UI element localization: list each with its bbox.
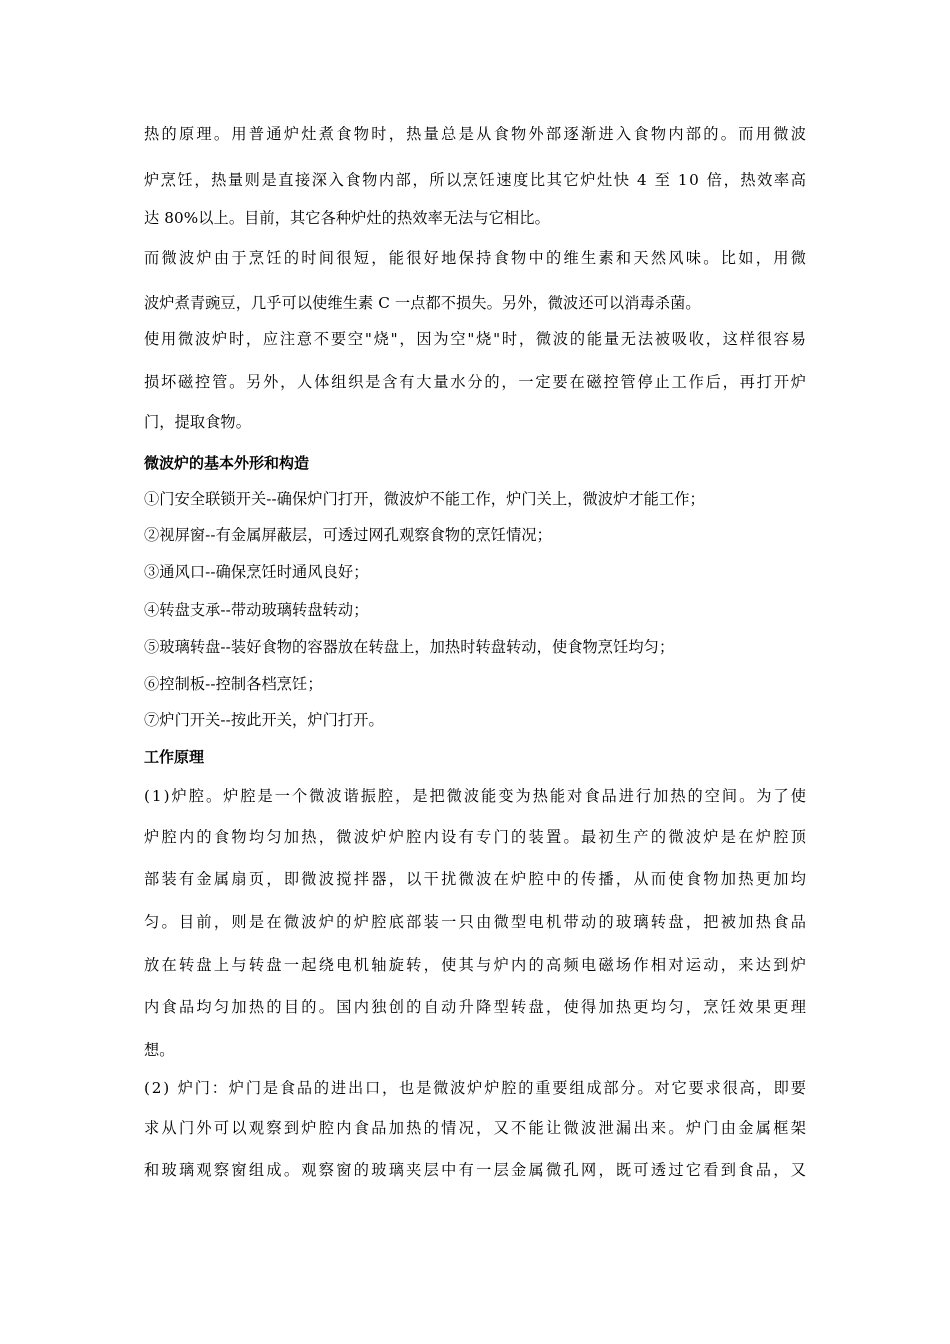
list-item: ⑥控制板--控制各档烹饪； (144, 675, 323, 693)
text-line: 波炉煮青豌豆，几乎可以使维生素 C 一点都不损失。另外，微波还可以消毒杀菌。 (144, 294, 701, 312)
list-item: ⑤玻璃转盘--装好食物的容器放在转盘上，加热时转盘转动，使食物烹饪均匀； (144, 638, 675, 656)
list-item: ③通风口--确保烹饪时通风良好； (144, 563, 369, 581)
section-heading-structure: 微波炉的基本外形和构造 (144, 454, 310, 472)
text-line: (2) 炉门：炉门是食品的进出口，也是微波炉炉腔的重要组成部分。对它要求很高，即要 (144, 1079, 808, 1097)
text-line: 想。 (144, 1041, 175, 1059)
list-item: ②视屏窗--有金属屏蔽层，可透过网孔观察食物的烹饪情况； (144, 526, 552, 544)
text-line: 热的原理。用普通炉灶煮食物时，热量总是从食物外部逐渐进入食物内部的。而用微波 (144, 125, 809, 143)
list-item: ①门安全联锁开关--确保炉门打开，微波炉不能工作，炉门关上，微波炉才能工作； (144, 490, 705, 508)
text-line: 部装有金属扇页，即微波搅拌器，以干扰微波在炉腔中的传播，从而使食物加热更加均 (144, 870, 809, 888)
text-line: 炉腔内的食物均匀加热，微波炉炉腔内设有专门的装置。最初生产的微波炉是在炉腔顶 (144, 828, 809, 846)
text-line: 达 80%以上。目前，其它各种炉灶的热效率无法与它相比。 (144, 209, 550, 227)
section-heading-principle: 工作原理 (144, 748, 205, 766)
text-line: (1)炉腔。炉腔是一个微波谐振腔，是把微波能变为热能对食品进行加热的空间。为了使 (144, 787, 808, 805)
text-line: 炉烹饪，热量则是直接深入食物内部，所以烹饪速度比其它炉灶快 4 至 10 倍，热效率高 (144, 171, 808, 189)
list-item: ⑦炉门开关--按此开关，炉门打开。 (144, 711, 384, 729)
text-line: 匀。目前，则是在微波炉的炉腔底部装一只由微型电机带动的玻璃转盘，把被加热食品 (144, 913, 809, 931)
list-item: ④转盘支承--带动玻璃转盘转动； (144, 601, 369, 619)
text-line: 而微波炉由于烹饪的时间很短，能很好地保持食物中的维生素和天然风味。比如，用微 (144, 249, 809, 267)
text-line: 损坏磁控管。另外，人体组织是含有大量水分的，一定要在磁控管停止工作后，再打开炉 (144, 373, 808, 391)
text-line: 和玻璃观察窗组成。观察窗的玻璃夹层中有一层金属微孔网，既可透过它看到食品，又 (144, 1161, 809, 1179)
text-line: 内食品均匀加热的目的。国内独创的自动升降型转盘，使得加热更均匀，烹饪效果更理 (144, 998, 809, 1016)
text-line: 使用微波炉时，应注意不要空"烧"，因为空"烧"时，微波的能量无法被吸收，这样很容易 (144, 330, 808, 348)
text-line: 求从门外可以观察到炉腔内食品加热的情况，又不能让微波泄漏出来。炉门由金属框架 (144, 1119, 809, 1137)
text-line: 门，提取食物。 (144, 413, 252, 431)
text-line: 放在转盘上与转盘一起绕电机轴旋转，使其与炉内的高频电磁场作相对运动，来达到炉 (144, 956, 809, 974)
